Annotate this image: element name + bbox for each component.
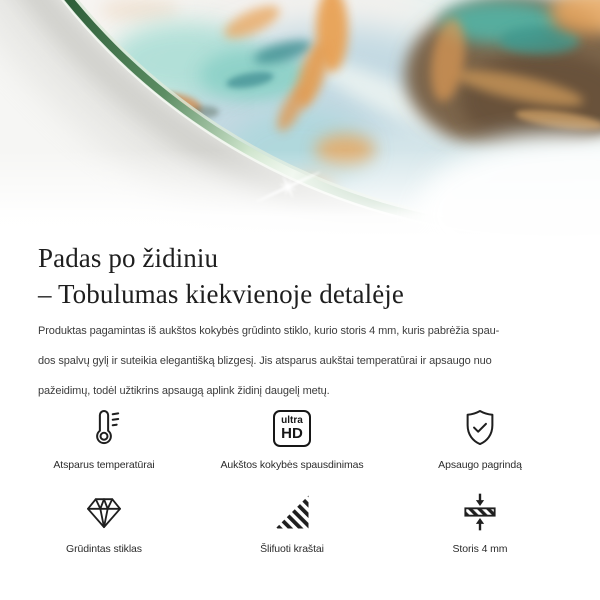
page-title (38, 240, 562, 312)
ultra-hd-badge-top: ultra (281, 414, 303, 426)
polished-edge-icon (268, 490, 316, 534)
feature-thickness (386, 490, 574, 556)
feature-tempered-glass (10, 490, 198, 556)
feature-label: Šlifuoti kraštai (260, 543, 324, 555)
feature-label: Apsaugo pagrindą (438, 459, 522, 471)
feature-heat-resistant (10, 406, 198, 472)
description-line: pažeidimų, todėl užtikrins apsaugą aplink židinį daugelį metų. (38, 385, 330, 397)
description-line: Produktas pagamintas iš aukštos kokybės grūdinto stiklo, kurio storis 4 mm, kuris pabrėžia spau- (38, 325, 500, 337)
page-title-line2: – Tobulumas kiekvienoje detalėje (38, 279, 404, 309)
feature-grid (10, 406, 574, 556)
ultra-hd-icon (268, 406, 316, 450)
feature-label: Grūdintas stiklas (66, 543, 142, 555)
page-title-line1: Padas po židiniu (38, 243, 219, 273)
feature-label: Storis 4 mm (452, 543, 508, 555)
feature-polished-edges (198, 490, 386, 556)
product-description-section (0, 238, 600, 556)
description-line: dos spalvų gylį ir suteikia elegantišką blizgesį. Jis atsparus aukštai temperatūrai ir apsaugo nuo (38, 355, 492, 367)
thermometer-icon (80, 406, 128, 450)
feature-print-quality (198, 406, 386, 472)
diamond-icon (80, 490, 128, 534)
feature-label: Atsparus temperatūrai (53, 459, 155, 471)
shield-check-icon (456, 406, 504, 450)
product-description-text (38, 316, 562, 406)
ultra-hd-badge-bottom: HD (281, 424, 303, 442)
thickness-icon (456, 490, 504, 534)
product-hero-image (0, 0, 600, 238)
feature-label: Aukštos kokybės spausdinimas (220, 459, 364, 471)
feature-protects-base (386, 406, 574, 472)
